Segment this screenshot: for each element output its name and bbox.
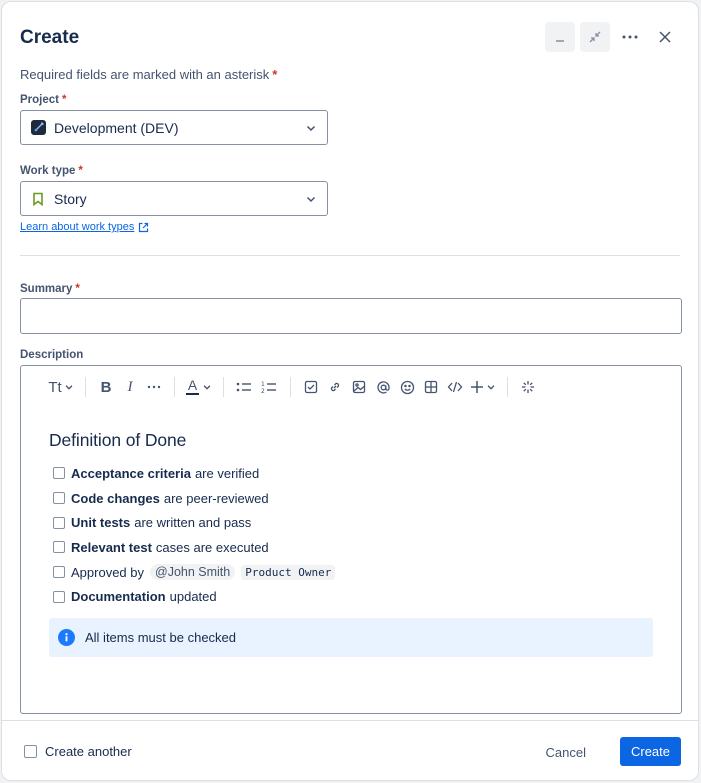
task-checkbox[interactable] — [53, 492, 65, 504]
learn-link-text: Learn about work types — [20, 221, 135, 233]
numbered-list-icon — [261, 380, 277, 394]
work-type-label — [20, 165, 83, 177]
emoji-button[interactable] — [395, 373, 419, 401]
insert-more-button[interactable] — [467, 373, 499, 401]
task-checkbox[interactable] — [53, 467, 65, 479]
task-checkbox[interactable] — [53, 541, 65, 553]
minimize-button[interactable] — [545, 22, 575, 52]
bullet-list-icon — [236, 380, 252, 394]
dialog-title: Create — [20, 27, 80, 48]
collapse-button[interactable] — [580, 22, 610, 52]
info-panel-text: All items must be checked — [85, 630, 237, 646]
table-icon — [424, 380, 438, 394]
task-text: are peer-reviewed — [163, 490, 269, 506]
create-dialog — [1, 1, 699, 781]
toolbar-separator — [223, 377, 224, 397]
required-asterisk: * — [272, 67, 278, 82]
table-button[interactable] — [419, 373, 443, 401]
toolbar-separator — [507, 377, 508, 397]
close-icon — [658, 30, 672, 44]
task-item — [49, 510, 653, 535]
external-link-icon — [138, 222, 149, 233]
toolbar-separator — [290, 377, 291, 397]
at-sign-icon — [376, 380, 391, 395]
task-bold-text: Relevant test — [71, 539, 152, 555]
task-text: are written and pass — [134, 515, 252, 531]
dialog-footer — [2, 720, 698, 781]
close-button[interactable] — [650, 22, 680, 52]
work-type-label-text: Work type — [20, 165, 76, 177]
info-panel — [49, 618, 653, 657]
learn-work-types-link[interactable] — [20, 221, 149, 233]
toolbar-separator — [174, 377, 175, 397]
text-style-button[interactable] — [45, 373, 77, 401]
task-bold-text: Acceptance criteria — [71, 465, 191, 481]
chevron-down-icon — [64, 382, 74, 392]
task-item-approval — [49, 560, 653, 585]
numbered-list-button[interactable] — [256, 373, 282, 401]
checkbox-icon — [304, 380, 318, 394]
create-another-label: Create another — [45, 744, 132, 759]
task-bold-text: Unit tests — [71, 515, 131, 531]
task-item — [49, 486, 653, 511]
text-color-letter: A — [187, 377, 198, 393]
summary-required-asterisk: * — [75, 283, 80, 295]
link-icon — [328, 380, 342, 394]
task-list-button[interactable] — [299, 373, 323, 401]
task-text: cases are executed — [155, 539, 269, 555]
italic-button[interactable] — [118, 373, 142, 401]
task-checkbox[interactable] — [53, 566, 65, 578]
work-type-select[interactable] — [20, 181, 328, 216]
code-button[interactable] — [443, 373, 467, 401]
doc-heading: Definition of Done — [49, 430, 187, 450]
inline-code: Product Owner — [241, 565, 335, 580]
description-document — [49, 430, 653, 657]
bold-icon: B — [100, 378, 112, 396]
create-another-toggle[interactable] — [24, 744, 132, 759]
story-icon — [30, 191, 46, 207]
task-checkbox[interactable] — [53, 591, 65, 603]
svg-text:1: 1 — [261, 381, 265, 388]
project-label — [20, 94, 66, 106]
summary-label — [20, 283, 80, 295]
task-item — [49, 584, 653, 609]
chevron-down-icon — [486, 382, 496, 392]
required-note-text: Required fields are marked with an asterisk — [20, 67, 270, 82]
description-editor[interactable] — [20, 365, 682, 714]
plus-icon — [470, 380, 484, 394]
mention-button[interactable] — [371, 373, 395, 401]
more-formatting-button[interactable] — [142, 373, 166, 401]
work-type-value: Story — [54, 190, 87, 207]
more-options-button[interactable] — [615, 22, 645, 52]
task-item — [49, 535, 653, 560]
more-icon — [621, 30, 639, 44]
info-icon — [58, 629, 75, 646]
task-bold-text: Documentation — [71, 589, 166, 605]
task-checkbox[interactable] — [53, 517, 65, 529]
collapse-icon — [588, 30, 602, 44]
task-item — [49, 461, 653, 486]
section-divider — [20, 255, 680, 256]
emoji-icon — [400, 380, 415, 395]
text-color-icon — [186, 379, 199, 395]
image-button[interactable] — [347, 373, 371, 401]
required-fields-note — [20, 67, 277, 82]
summary-input[interactable] — [20, 298, 682, 334]
user-mention[interactable]: @John Smith — [150, 564, 235, 580]
chevron-down-icon — [305, 193, 317, 205]
chevron-down-icon — [202, 382, 212, 392]
more-icon — [147, 385, 161, 389]
text-style-label: Tt — [48, 378, 62, 396]
text-color-button[interactable] — [183, 373, 215, 401]
description-label: Description — [20, 349, 84, 361]
image-icon — [352, 380, 366, 394]
create-button[interactable]: Create — [620, 737, 681, 766]
project-value: Development (DEV) — [54, 119, 179, 136]
cancel-button[interactable]: Cancel — [536, 737, 596, 767]
ai-button[interactable] — [516, 373, 540, 401]
work-type-required-asterisk: * — [78, 165, 83, 177]
task-bold-text: Code changes — [71, 490, 160, 506]
link-button[interactable] — [323, 373, 347, 401]
create-another-checkbox[interactable] — [24, 745, 37, 758]
summary-label-text: Summary — [20, 283, 73, 295]
project-label-text: Project — [20, 94, 59, 106]
minimize-icon — [553, 30, 567, 44]
bold-button[interactable] — [94, 373, 118, 401]
project-required-asterisk: * — [62, 94, 67, 106]
bullet-list-button[interactable] — [232, 373, 256, 401]
italic-icon: I — [127, 378, 133, 395]
project-select[interactable] — [20, 110, 328, 145]
header-actions — [540, 22, 680, 52]
task-text: updated — [169, 589, 217, 605]
svg-text:2: 2 — [261, 388, 265, 394]
editor-toolbar — [21, 366, 681, 408]
dialog-header — [20, 24, 680, 54]
project-avatar-icon — [30, 120, 46, 136]
toolbar-separator — [85, 377, 86, 397]
task-text: Approved by — [71, 564, 144, 580]
sparkle-icon — [521, 380, 535, 394]
code-icon — [447, 380, 463, 394]
task-text: are verified — [194, 465, 260, 481]
chevron-down-icon — [305, 122, 317, 134]
